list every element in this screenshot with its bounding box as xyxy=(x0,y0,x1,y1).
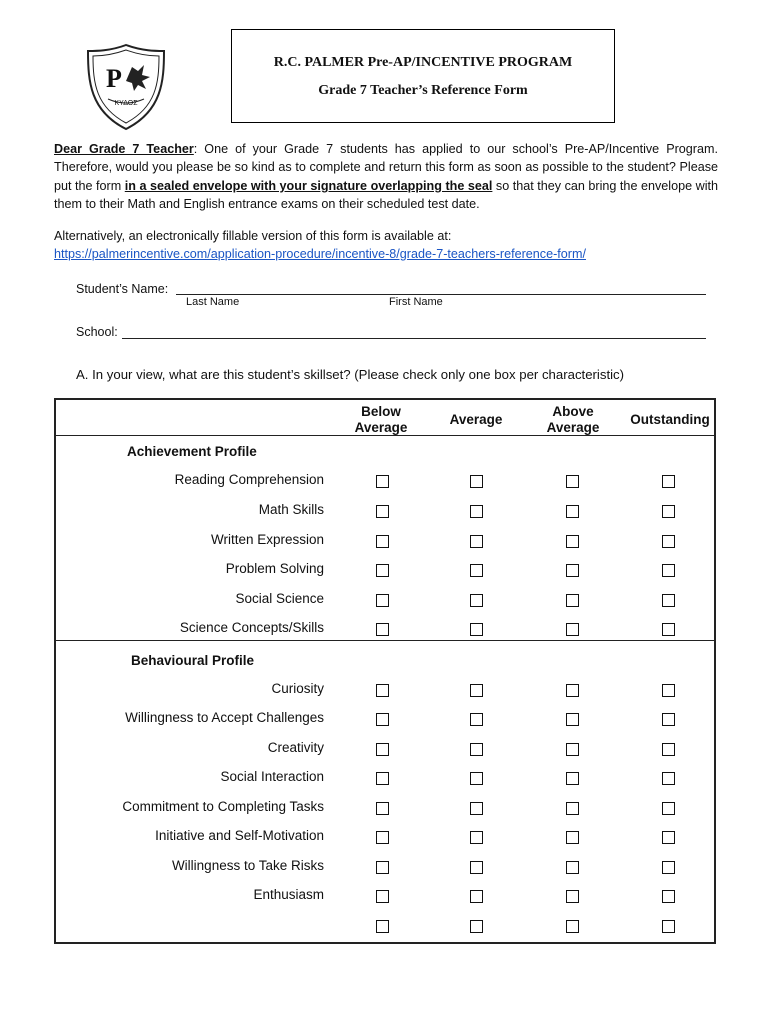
checkbox-science-concepts-skills-outstanding[interactable] xyxy=(662,623,675,636)
section-divider xyxy=(56,640,714,641)
school-input-line[interactable] xyxy=(122,338,706,339)
checkbox-commitment-to-completing-tasks-below-average[interactable] xyxy=(376,802,389,815)
sealed-envelope-instruction: in a sealed envelope with your signature overlapping the seal xyxy=(124,178,493,193)
row-label-social-interaction: Social Interaction xyxy=(220,769,324,784)
checkbox-willingness-to-accept-challenges-outstanding[interactable] xyxy=(662,713,675,726)
checkbox-problem-solving-outstanding[interactable] xyxy=(662,564,675,577)
school-crest-logo xyxy=(80,41,172,133)
checkbox-problem-solving-above-average[interactable] xyxy=(566,564,579,577)
form-subtitle: Grade 7 Teacher’s Reference Form xyxy=(318,83,528,98)
checkbox-math-skills-average[interactable] xyxy=(470,505,483,518)
checkbox-commitment-to-completing-tasks-average[interactable] xyxy=(470,802,483,815)
row-label-problem-solving: Problem Solving xyxy=(225,561,324,576)
row-label-commitment-to-completing-tasks: Commitment to Completing Tasks xyxy=(122,799,324,814)
student-name-label: Student’s Name: xyxy=(76,282,169,296)
checkbox-initiative-and-self-motivation-below-average[interactable] xyxy=(376,831,389,844)
checkbox-curiosity-average[interactable] xyxy=(470,684,483,697)
checkbox-enthusiasm-above-average[interactable] xyxy=(566,890,579,903)
alternative-text: Alternatively, an electronically fillable version of this form is available at: xyxy=(54,229,452,243)
row-label-willingness-to-take-risks: Willingness to Take Risks xyxy=(171,858,324,873)
checkbox-willingness-to-take-risks-below-average[interactable] xyxy=(376,861,389,874)
checkbox-social-science-below-average[interactable] xyxy=(376,594,389,607)
checkbox-willingness-to-accept-challenges-below-average[interactable] xyxy=(376,713,389,726)
row-label-creativity: Creativity xyxy=(267,740,324,755)
checkbox-curiosity-outstanding[interactable] xyxy=(662,684,675,697)
checkbox-blank-below-average[interactable] xyxy=(376,920,389,933)
row-label-science-concepts-skills: Science Concepts/Skills xyxy=(179,620,324,635)
checkbox-creativity-below-average[interactable] xyxy=(376,743,389,756)
row-label-reading-comprehension: Reading Comprehension xyxy=(174,472,324,487)
checkbox-reading-comprehension-above-average[interactable] xyxy=(566,475,579,488)
checkbox-willingness-to-take-risks-outstanding[interactable] xyxy=(662,861,675,874)
checkbox-willingness-to-accept-challenges-average[interactable] xyxy=(470,713,483,726)
checkbox-written-expression-below-average[interactable] xyxy=(376,535,389,548)
column-below-average: Below Average xyxy=(354,404,408,435)
checkbox-willingness-to-accept-challenges-above-average[interactable] xyxy=(566,713,579,726)
checkbox-written-expression-outstanding[interactable] xyxy=(662,535,675,548)
crest-shield-icon xyxy=(80,41,172,133)
alternative-note xyxy=(54,227,718,263)
checkbox-reading-comprehension-average[interactable] xyxy=(470,475,483,488)
checkbox-enthusiasm-below-average[interactable] xyxy=(376,890,389,903)
row-label-enthusiasm: Enthusiasm xyxy=(253,887,324,902)
checkbox-social-interaction-below-average[interactable] xyxy=(376,772,389,785)
checkbox-willingness-to-take-risks-average[interactable] xyxy=(470,861,483,874)
row-label-math-skills: Math Skills xyxy=(258,502,324,517)
checkbox-social-interaction-average[interactable] xyxy=(470,772,483,785)
last-name-caption: Last Name xyxy=(186,296,240,308)
checkbox-enthusiasm-outstanding[interactable] xyxy=(662,890,675,903)
checkbox-written-expression-average[interactable] xyxy=(470,535,483,548)
checkbox-blank-average[interactable] xyxy=(470,920,483,933)
checkbox-blank-outstanding[interactable] xyxy=(662,920,675,933)
intro-paragraph xyxy=(54,140,718,214)
checkbox-blank-above-average[interactable] xyxy=(566,920,579,933)
checkbox-social-interaction-above-average[interactable] xyxy=(566,772,579,785)
checkbox-problem-solving-below-average[interactable] xyxy=(376,564,389,577)
checkbox-initiative-and-self-motivation-average[interactable] xyxy=(470,831,483,844)
checkbox-science-concepts-skills-below-average[interactable] xyxy=(376,623,389,636)
column-outstanding: Outstanding xyxy=(630,412,710,427)
checkbox-initiative-and-self-motivation-above-average[interactable] xyxy=(566,831,579,844)
first-name-caption: First Name xyxy=(389,296,443,308)
intro-text-1: : One of your Grade 7 students has applied to our school’s Pre-AP/Incentive Program. Therefore, would you please be so kind as to complete and return this form as soon as possible to the student? Please put the form xyxy=(54,142,718,193)
row-label-social-science: Social Science xyxy=(235,591,324,606)
checkbox-math-skills-below-average[interactable] xyxy=(376,505,389,518)
school-label: School: xyxy=(76,325,118,339)
checkbox-willingness-to-take-risks-above-average[interactable] xyxy=(566,861,579,874)
checkbox-social-interaction-outstanding[interactable] xyxy=(662,772,675,785)
question-a: A. In your view, what are this student’s skillset? (Please check only one box per characteristic) xyxy=(76,367,625,382)
checkbox-creativity-outstanding[interactable] xyxy=(662,743,675,756)
row-label-initiative-and-self-motivation: Initiative and Self-Motivation xyxy=(155,828,324,843)
checkbox-curiosity-below-average[interactable] xyxy=(376,684,389,697)
column-average: Average xyxy=(449,412,503,427)
intro-text-2: so that they can bring the envelope with them to their Math and English entrance exams on their scheduled test date. xyxy=(54,178,718,212)
checkbox-commitment-to-completing-tasks-outstanding[interactable] xyxy=(662,802,675,815)
column-above-average: Above Average xyxy=(546,404,600,435)
checkbox-social-science-above-average[interactable] xyxy=(566,594,579,607)
checkbox-commitment-to-completing-tasks-above-average[interactable] xyxy=(566,802,579,815)
student-name-input-line[interactable] xyxy=(176,294,706,295)
checkbox-social-science-outstanding[interactable] xyxy=(662,594,675,607)
row-label-willingness-to-accept-challenges: Willingness to Accept Challenges xyxy=(125,710,324,725)
checkbox-reading-comprehension-outstanding[interactable] xyxy=(662,475,675,488)
skillset-rating-table xyxy=(54,398,716,944)
form-title: R.C. PALMER Pre-AP/INCENTIVE PROGRAM xyxy=(273,55,573,70)
checkbox-reading-comprehension-below-average[interactable] xyxy=(376,475,389,488)
header-divider xyxy=(56,435,714,436)
svg-text:ΚΥΔΟΣ: ΚΥΔΟΣ xyxy=(114,100,138,107)
checkbox-problem-solving-average[interactable] xyxy=(470,564,483,577)
checkbox-enthusiasm-average[interactable] xyxy=(470,890,483,903)
checkbox-curiosity-above-average[interactable] xyxy=(566,684,579,697)
row-label-curiosity: Curiosity xyxy=(271,681,324,696)
checkbox-initiative-and-self-motivation-outstanding[interactable] xyxy=(662,831,675,844)
checkbox-creativity-average[interactable] xyxy=(470,743,483,756)
checkbox-math-skills-outstanding[interactable] xyxy=(662,505,675,518)
checkbox-science-concepts-skills-average[interactable] xyxy=(470,623,483,636)
checkbox-science-concepts-skills-above-average[interactable] xyxy=(566,623,579,636)
fillable-form-link[interactable]: https://palmerincentive.com/application-procedure/incentive-8/grade-7-teachers-reference-form/ xyxy=(54,247,586,261)
achievement-profile-title: Achievement Profile xyxy=(127,444,257,459)
behavioural-profile-title: Behavioural Profile xyxy=(131,653,255,668)
checkbox-math-skills-above-average[interactable] xyxy=(566,505,579,518)
title-box xyxy=(231,29,615,123)
row-label-written-expression: Written Expression xyxy=(210,532,324,547)
checkbox-creativity-above-average[interactable] xyxy=(566,743,579,756)
svg-text:P: P xyxy=(106,64,122,93)
checkbox-social-science-average[interactable] xyxy=(470,594,483,607)
checkbox-written-expression-above-average[interactable] xyxy=(566,535,579,548)
salutation: Dear Grade 7 Teacher xyxy=(54,142,194,156)
